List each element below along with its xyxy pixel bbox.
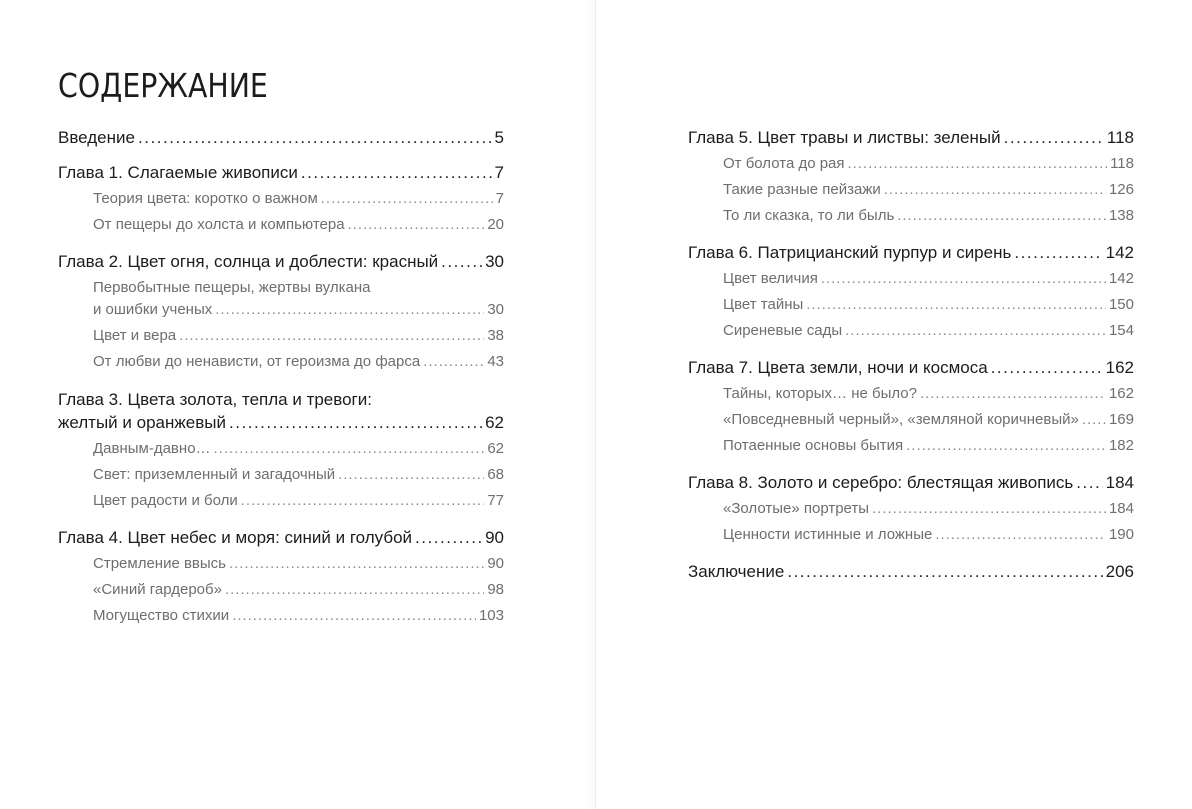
entry-title: Тайны, которых… не было? xyxy=(723,385,917,402)
entry-title: Сиреневые сады xyxy=(723,322,843,339)
entry-title: Стремление ввысь xyxy=(93,555,227,572)
entry-page: 5 xyxy=(494,128,504,147)
entry-page: 206 xyxy=(1105,562,1134,581)
dot-leader xyxy=(845,318,1106,344)
toc-section-7-1[interactable] xyxy=(688,381,1134,407)
entry-title: Цвет величия xyxy=(723,270,818,287)
dot-leader xyxy=(301,162,492,184)
entry-page: 169 xyxy=(1108,411,1134,428)
chapter-4-sections xyxy=(58,551,504,629)
entry-title: Цвет радости и боли xyxy=(93,492,238,509)
gutter-shade xyxy=(580,0,595,809)
entry-page: 190 xyxy=(1108,526,1134,543)
toc-entry-intro[interactable] xyxy=(58,127,504,149)
entry-page: 7 xyxy=(495,190,504,207)
dot-leader xyxy=(348,212,485,238)
dot-leader xyxy=(229,411,482,434)
entry-title: Давным-давно… xyxy=(93,440,211,457)
entry-title: Цвет и вера xyxy=(93,327,177,344)
dot-leader xyxy=(935,522,1106,548)
entry-page: 30 xyxy=(487,301,504,318)
toc-entry-chapter-8[interactable] xyxy=(688,472,1134,494)
entry-title: От пещеры до холста и компьютера xyxy=(93,216,345,233)
toc-entry-chapter-1[interactable] xyxy=(58,162,504,184)
entry-title: От болота до рая xyxy=(723,155,845,172)
chapter-1-sections xyxy=(58,186,504,238)
entry-title: Могущество стихии xyxy=(93,607,230,624)
dot-leader xyxy=(897,203,1106,229)
entry-title: То ли сказка, то ли быль xyxy=(723,207,895,224)
toc-section-2-3[interactable] xyxy=(58,349,504,375)
dot-leader xyxy=(338,462,484,488)
entry-title: «Повседневный черный», «земляной коричневый» xyxy=(723,411,1079,428)
entry-title: Глава 1. Слагаемые живописи xyxy=(58,163,298,182)
toc-right-page xyxy=(688,127,1134,583)
entry-page: 126 xyxy=(1108,181,1134,198)
toc-section-3-1[interactable] xyxy=(58,436,504,462)
toc-section-6-1[interactable] xyxy=(688,266,1134,292)
dot-leader xyxy=(241,488,485,514)
chapter-8-sections xyxy=(688,496,1134,548)
toc-section-3-3[interactable] xyxy=(58,488,504,514)
entry-title-line-2: желтый и оранжевый xyxy=(58,413,226,432)
dot-leader xyxy=(215,299,484,321)
dot-leader xyxy=(441,251,482,273)
toc-section-5-1[interactable] xyxy=(688,151,1134,177)
entry-title: «Синий гардероб» xyxy=(93,581,222,598)
toc-section-8-2[interactable] xyxy=(688,522,1134,548)
entry-page: 62 xyxy=(487,440,504,457)
toc-section-4-3[interactable] xyxy=(58,603,504,629)
page-gutter xyxy=(595,0,596,809)
entry-title: «Золотые» портреты xyxy=(723,500,870,517)
dot-leader xyxy=(423,349,484,375)
chapter-2-sections xyxy=(58,323,504,375)
dot-leader xyxy=(232,603,476,629)
page-title: СОДЕРЖАНИЕ xyxy=(58,66,268,105)
entry-title: Глава 4. Цвет небес и моря: синий и голубой xyxy=(58,528,413,547)
toc-section-7-2[interactable] xyxy=(688,407,1134,433)
toc-section-3-2[interactable] xyxy=(58,462,504,488)
toc-section-2-2[interactable] xyxy=(58,323,504,349)
dot-leader xyxy=(214,436,485,462)
dot-leader xyxy=(1082,407,1106,433)
toc-section-4-2[interactable] xyxy=(58,577,504,603)
entry-page: 142 xyxy=(1105,243,1134,262)
entry-title: Введение xyxy=(58,128,135,147)
toc-section-4-1[interactable] xyxy=(58,551,504,577)
entry-title: Глава 7. Цвета земли, ночи и космоса xyxy=(688,358,988,377)
dot-leader xyxy=(1004,127,1104,149)
dot-leader xyxy=(920,381,1106,407)
entry-page: 154 xyxy=(1108,322,1134,339)
entry-title: От любви до ненависти, от героизма до фарса xyxy=(93,353,421,370)
chapter-5-sections xyxy=(688,151,1134,229)
toc-entry-chapter-5[interactable] xyxy=(688,127,1134,149)
entry-page: 62 xyxy=(485,413,504,432)
toc-left-page xyxy=(58,127,504,629)
entry-title: Глава 6. Патрицианский пурпур и сирень xyxy=(688,243,1012,262)
entry-title-line-1: Первобытные пещеры, жертвы вулкана xyxy=(93,279,371,296)
dot-leader xyxy=(1014,242,1102,264)
dot-leader xyxy=(806,292,1106,318)
entry-title: Глава 8. Золото и серебро: блестящая живопись xyxy=(688,473,1074,492)
entry-page: 150 xyxy=(1108,296,1134,313)
toc-section-6-2[interactable] xyxy=(688,292,1134,318)
toc-section-8-1[interactable] xyxy=(688,496,1134,522)
entry-page: 7 xyxy=(494,163,504,182)
entry-page: 138 xyxy=(1108,207,1134,224)
entry-page: 184 xyxy=(1108,500,1134,517)
entry-page: 182 xyxy=(1108,437,1134,454)
entry-page: 30 xyxy=(485,252,504,271)
dot-leader xyxy=(821,266,1106,292)
dot-leader xyxy=(415,527,482,549)
toc-entry-chapter-2[interactable] xyxy=(58,251,504,273)
toc-entry-conclusion[interactable] xyxy=(688,561,1134,583)
entry-page: 142 xyxy=(1108,270,1134,287)
entry-title-line-2: и ошибки ученых xyxy=(93,301,213,318)
dot-leader xyxy=(138,127,492,149)
chapter-3-sections xyxy=(58,436,504,514)
toc-entry-chapter-7[interactable] xyxy=(688,357,1134,379)
dot-leader xyxy=(884,177,1106,203)
toc-section-5-2[interactable] xyxy=(688,177,1134,203)
entry-page: 38 xyxy=(487,327,504,344)
toc-section-7-3[interactable] xyxy=(688,433,1134,459)
entry-page: 68 xyxy=(487,466,504,483)
entry-title: Потаенные основы бытия xyxy=(723,437,904,454)
entry-title: Свет: приземленный и загадочный xyxy=(93,466,336,483)
dot-leader xyxy=(225,577,484,603)
toc-entry-chapter-6[interactable] xyxy=(688,242,1134,264)
dot-leader xyxy=(787,561,1102,583)
dot-leader xyxy=(848,151,1108,177)
toc-entry-chapter-3[interactable] xyxy=(58,388,504,434)
toc-section-5-3[interactable] xyxy=(688,203,1134,229)
entry-page: 43 xyxy=(487,353,504,370)
entry-title-line-1: Глава 3. Цвета золота, тепла и тревоги: xyxy=(58,390,372,409)
entry-title: Глава 5. Цвет травы и листвы: зеленый xyxy=(688,128,1001,147)
entry-page: 20 xyxy=(487,216,504,233)
entry-title: Такие разные пейзажи xyxy=(723,181,881,198)
dot-leader xyxy=(179,323,484,349)
entry-page: 77 xyxy=(487,492,504,509)
toc-section-2-1[interactable] xyxy=(58,277,504,321)
dot-leader xyxy=(321,186,493,212)
entry-page: 90 xyxy=(485,528,504,547)
entry-page: 90 xyxy=(487,555,504,572)
entry-title: Цвет тайны xyxy=(723,296,804,313)
dot-leader xyxy=(906,433,1106,459)
entry-title: Ценности истинные и ложные xyxy=(723,526,933,543)
dot-leader xyxy=(991,357,1103,379)
entry-title: Теория цвета: коротко о важном xyxy=(93,190,318,207)
entry-page: 98 xyxy=(487,581,504,598)
toc-section-1-1[interactable] xyxy=(58,186,504,212)
toc-entry-chapter-4[interactable] xyxy=(58,527,504,549)
dot-leader xyxy=(872,496,1106,522)
entry-page: 118 xyxy=(1110,155,1134,172)
dot-leader xyxy=(229,551,484,577)
entry-title: Глава 2. Цвет огня, солнца и доблести: красный xyxy=(58,252,439,271)
toc-section-1-2[interactable] xyxy=(58,212,504,238)
entry-page: 118 xyxy=(1106,128,1134,147)
entry-title: Заключение xyxy=(688,562,785,581)
entry-page: 162 xyxy=(1105,358,1134,377)
dot-leader xyxy=(1076,472,1102,494)
toc-section-6-3[interactable] xyxy=(688,318,1134,344)
entry-page: 103 xyxy=(478,607,504,624)
entry-page: 162 xyxy=(1108,385,1134,402)
chapter-7-sections xyxy=(688,381,1134,459)
chapter-6-sections xyxy=(688,266,1134,344)
entry-page: 184 xyxy=(1105,473,1134,492)
